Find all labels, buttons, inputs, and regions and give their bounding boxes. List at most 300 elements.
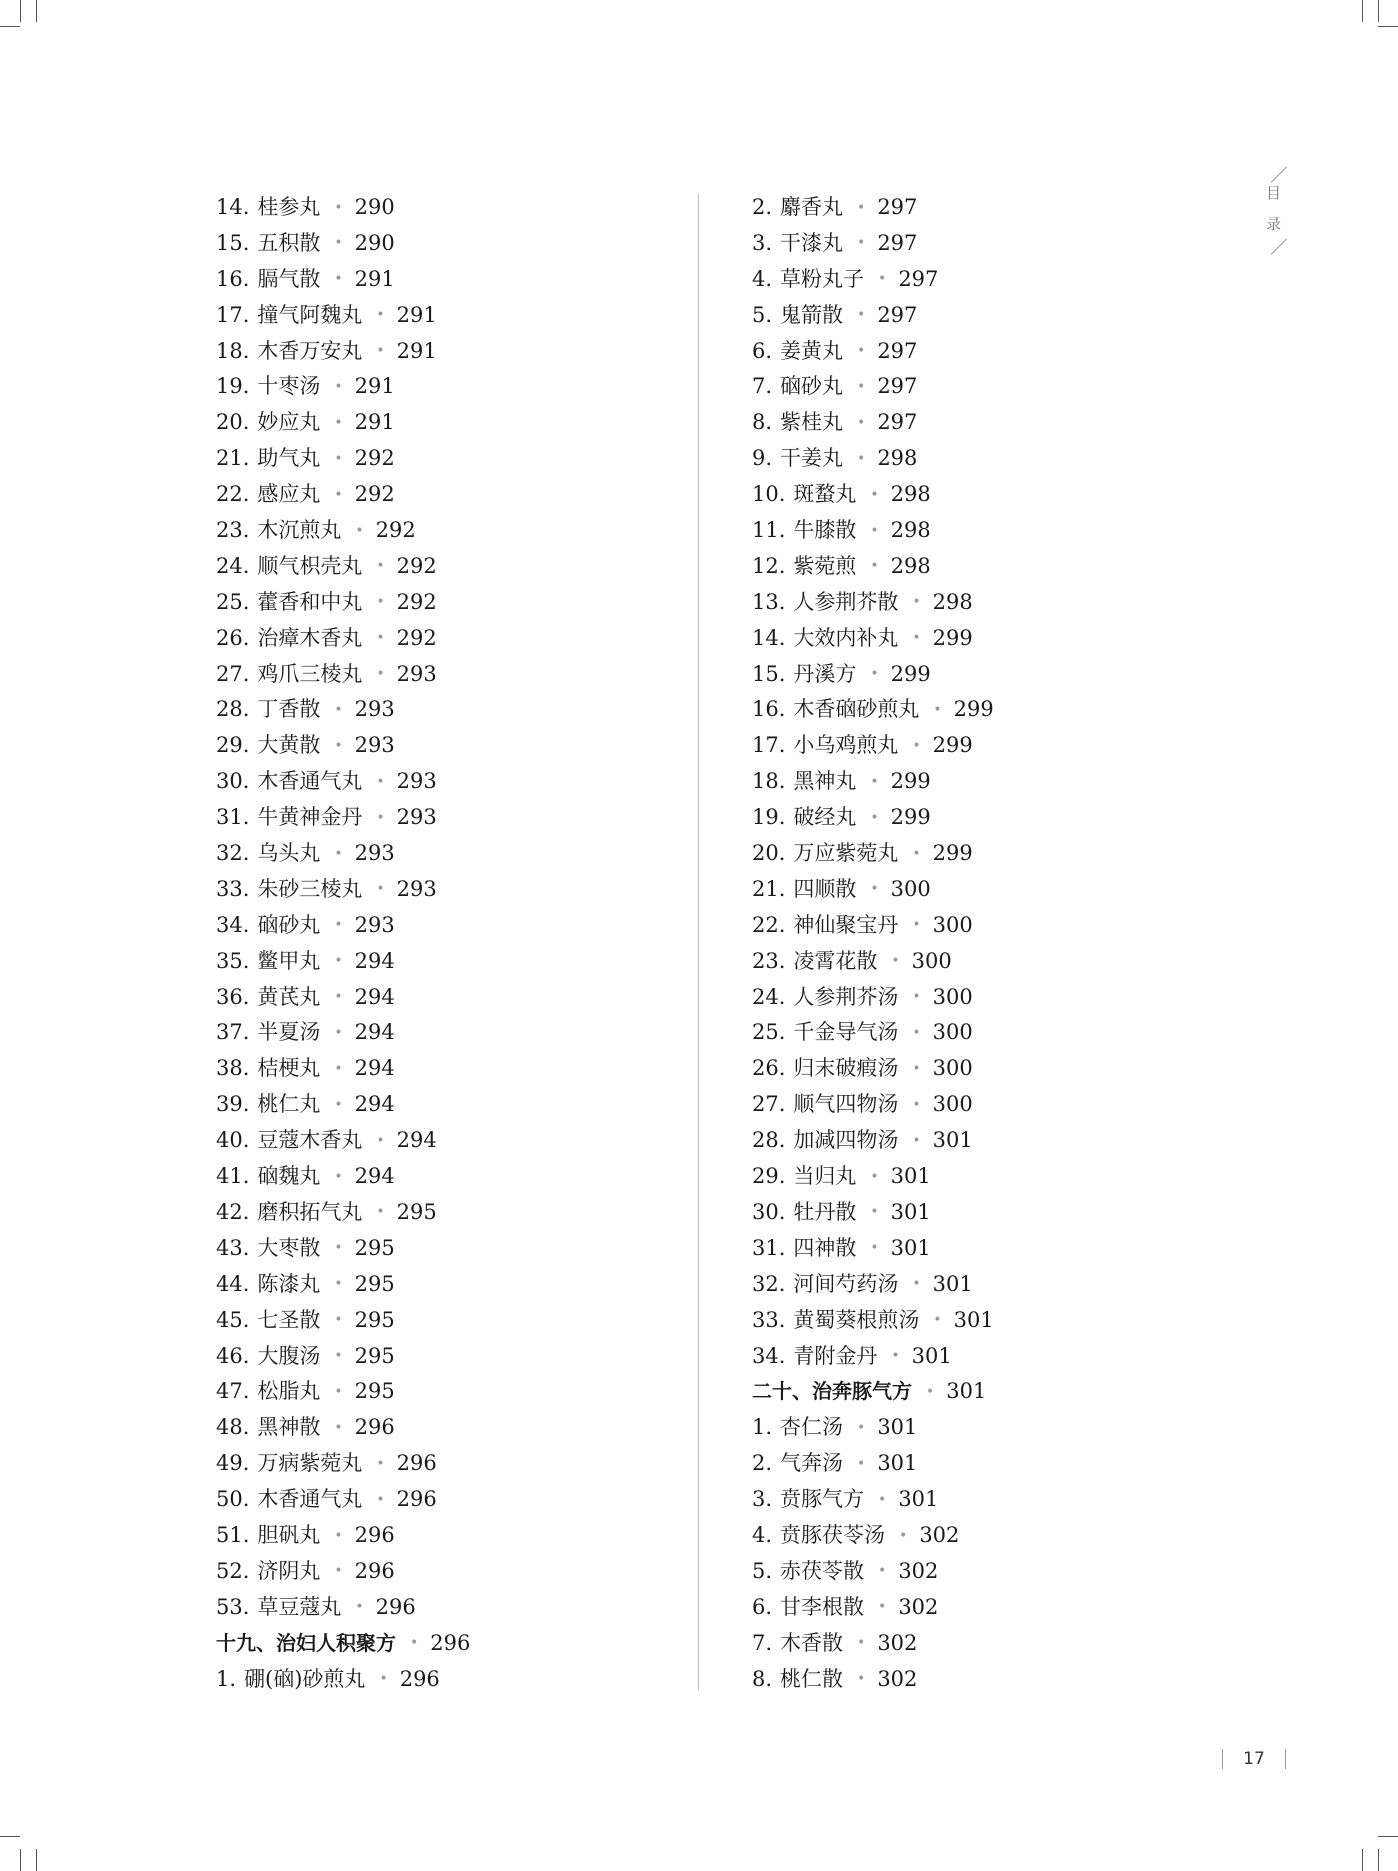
toc-right-column: [752, 190, 994, 1697]
leader-dot: •: [912, 594, 921, 611]
entry-title: 大黄散: [257, 733, 321, 758]
entry-title: 妙应丸: [257, 410, 321, 435]
entry-title: 草豆蔻丸: [257, 1594, 342, 1619]
entry-page-number: 301: [932, 1271, 973, 1296]
crop-mark: [1378, 1836, 1398, 1837]
entry-page-number: 302: [877, 1630, 918, 1655]
leader-dot: •: [857, 1455, 866, 1472]
entry-title: 干姜丸: [780, 446, 844, 471]
toc-entry[interactable]: [216, 190, 470, 226]
entry-title: 万病紫菀丸: [257, 1451, 363, 1476]
entry-page-number: 293: [396, 876, 437, 901]
leader-dot: •: [334, 1527, 343, 1544]
toc-entry[interactable]: [752, 477, 994, 513]
leader-dot: •: [870, 486, 879, 503]
toc-entry[interactable]: [752, 190, 994, 226]
toc-entry[interactable]: [216, 1123, 470, 1159]
entry-page-number: 294: [354, 1056, 395, 1081]
entry-title: 干漆丸: [780, 230, 844, 255]
entry-number: 34.: [752, 1343, 786, 1368]
leader-dot: •: [334, 737, 343, 754]
entry-title: 丹溪方: [793, 661, 857, 686]
leader-dot: •: [334, 845, 343, 862]
toc-entry[interactable]: [752, 513, 994, 549]
toc-entry[interactable]: [216, 692, 470, 728]
leader-dot: •: [870, 558, 879, 575]
toc-entry[interactable]: [752, 1123, 994, 1159]
toc-entry[interactable]: [752, 980, 994, 1016]
toc-entry[interactable]: [216, 944, 470, 980]
entry-number: 15.: [216, 230, 250, 255]
entry-page-number: 293: [396, 805, 437, 830]
leader-dot: •: [926, 1383, 935, 1400]
leader-dot: •: [376, 666, 385, 683]
toc-entry[interactable]: [216, 1662, 470, 1698]
leader-dot: •: [878, 1491, 887, 1508]
leader-dot: •: [376, 343, 385, 360]
toc-entry[interactable]: [752, 1590, 994, 1626]
entry-number: 25.: [216, 589, 250, 614]
leader-dot: •: [410, 1635, 419, 1652]
entry-title: 半夏汤: [257, 1020, 321, 1045]
toc-entry[interactable]: [752, 836, 994, 872]
entry-page-number: 292: [354, 482, 395, 507]
entry-title: 藿香和中丸: [257, 589, 363, 614]
toc-entry[interactable]: [752, 1626, 994, 1662]
crop-mark: [36, 0, 37, 22]
entry-number: 21.: [752, 876, 786, 901]
toc-entry[interactable]: [216, 1339, 470, 1375]
leader-dot: •: [870, 666, 879, 683]
toc-entry[interactable]: [752, 1339, 994, 1375]
entry-number: 29.: [216, 733, 250, 758]
entry-page-number: 300: [932, 1020, 973, 1045]
leader-dot: •: [334, 1383, 343, 1400]
toc-entry[interactable]: [216, 477, 470, 513]
entry-page-number: 295: [354, 1235, 395, 1260]
entry-page-number: 300: [911, 948, 952, 973]
entry-title: 千金导气汤: [793, 1020, 899, 1045]
leader-dot: •: [912, 1276, 921, 1293]
toc-entry[interactable]: [216, 1590, 470, 1626]
entry-title: 木香万安丸: [257, 338, 363, 363]
toc-entry[interactable]: [752, 1159, 994, 1195]
toc-entry[interactable]: [216, 334, 470, 370]
entry-page-number: 299: [932, 625, 973, 650]
entry-title: 膈气散: [257, 266, 321, 291]
entry-title: 河间芍药汤: [793, 1271, 899, 1296]
entry-title: 丁香散: [257, 697, 321, 722]
leader-dot: •: [912, 1060, 921, 1077]
leader-dot: •: [334, 953, 343, 970]
toc-entry[interactable]: [216, 980, 470, 1016]
entry-page-number: 297: [877, 374, 918, 399]
entry-page-number: 292: [354, 446, 395, 471]
entry-page-number: 299: [890, 661, 931, 686]
toc-entry[interactable]: [216, 1374, 470, 1410]
entry-number: 16.: [216, 266, 250, 291]
entry-page-number: 296: [375, 1594, 416, 1619]
entry-title: 贲豚茯苓汤: [780, 1522, 886, 1547]
toc-entry[interactable]: [752, 441, 994, 477]
entry-page-number: 296: [396, 1451, 437, 1476]
entry-title: 木香散: [780, 1630, 844, 1655]
entry-page-number: 297: [877, 410, 918, 435]
entry-title: 感应丸: [257, 482, 321, 507]
tab-char-2: 录: [1266, 215, 1282, 233]
tab-slash: [1271, 166, 1287, 182]
entry-page-number: 296: [396, 1487, 437, 1512]
entry-title: 十枣汤: [257, 374, 321, 399]
toc-entry[interactable]: [752, 262, 994, 298]
entry-title: 贲豚气方: [780, 1487, 865, 1512]
toc-entry[interactable]: [216, 1518, 470, 1554]
toc-entry[interactable]: [216, 1410, 470, 1446]
entry-title: 万应紫菀丸: [793, 841, 899, 866]
toc-entry[interactable]: [216, 1267, 470, 1303]
toc-entry[interactable]: [216, 1482, 470, 1518]
entry-number: 36.: [216, 984, 250, 1009]
leader-dot: •: [857, 1671, 866, 1688]
entry-number: 25.: [752, 1020, 786, 1045]
leader-dot: •: [870, 809, 879, 826]
section-title: 十九、治妇人积聚方: [216, 1630, 396, 1655]
entry-number: 7.: [752, 374, 773, 399]
toc-entry[interactable]: [216, 1554, 470, 1590]
toc-entry[interactable]: [216, 1051, 470, 1087]
leader-dot: •: [334, 1025, 343, 1042]
entry-number: 48.: [216, 1415, 250, 1440]
toc-entry[interactable]: [216, 800, 470, 836]
entry-page-number: 301: [877, 1415, 918, 1440]
entry-page-number: 296: [354, 1558, 395, 1583]
entry-number: 28.: [216, 697, 250, 722]
entry-number: 31.: [216, 805, 250, 830]
toc-entry[interactable]: [752, 1518, 994, 1554]
leader-dot: •: [912, 989, 921, 1006]
leader-dot: •: [912, 1132, 921, 1149]
toc-entry[interactable]: [216, 441, 470, 477]
leader-dot: •: [857, 307, 866, 324]
entry-title: 赤茯苓散: [780, 1558, 865, 1583]
entry-number: 24.: [752, 984, 786, 1009]
toc-entry[interactable]: [752, 944, 994, 980]
entry-number: 12.: [752, 553, 786, 578]
toc-entry[interactable]: [752, 657, 994, 693]
entry-number: 2.: [752, 1451, 773, 1476]
leader-dot: •: [912, 845, 921, 862]
entry-number: 28.: [752, 1128, 786, 1153]
toc-entry[interactable]: [216, 872, 470, 908]
entry-page-number: 292: [396, 589, 437, 614]
leader-dot: •: [355, 522, 364, 539]
leader-dot: •: [878, 1599, 887, 1616]
entry-title: 四神散: [793, 1235, 857, 1260]
entry-title: 气奔汤: [780, 1451, 844, 1476]
toc-entry[interactable]: [216, 908, 470, 944]
crop-mark: [0, 1836, 20, 1837]
toc-entry[interactable]: [752, 1087, 994, 1123]
entry-title: 磨积拓气丸: [257, 1199, 363, 1224]
entry-number: 5.: [752, 1558, 773, 1583]
entry-number: 34.: [216, 912, 250, 937]
toc-entry[interactable]: [752, 728, 994, 764]
entry-title: 归末破瘕汤: [793, 1056, 899, 1081]
entry-title: 加减四物汤: [793, 1128, 899, 1153]
leader-dot: •: [857, 343, 866, 360]
crop-mark: [20, 1849, 21, 1871]
leader-dot: •: [376, 307, 385, 324]
entry-number: 26.: [216, 625, 250, 650]
entry-title: 治瘴木香丸: [257, 625, 363, 650]
entry-page-number: 294: [354, 1020, 395, 1045]
leader-dot: •: [334, 702, 343, 719]
leader-dot: •: [334, 379, 343, 395]
entry-title: 撞气阿魏丸: [257, 302, 363, 327]
leader-dot: •: [334, 199, 343, 216]
entry-title: 人参荆芥汤: [793, 984, 899, 1009]
entry-page-number: 290: [354, 230, 395, 255]
entry-number: 33.: [216, 876, 250, 901]
toc-entry[interactable]: [216, 369, 470, 405]
entry-title: 顺气枳壳丸: [257, 553, 363, 578]
toc-entry[interactable]: [216, 262, 470, 298]
entry-number: 49.: [216, 1451, 250, 1476]
toc-entry[interactable]: [216, 1159, 470, 1195]
leader-dot: •: [857, 450, 866, 467]
toc-entry[interactable]: [752, 800, 994, 836]
entry-number: 22.: [752, 912, 786, 937]
toc-entry[interactable]: [216, 657, 470, 693]
leader-dot: •: [334, 486, 343, 503]
column-divider: [698, 194, 699, 1690]
entry-number: 6.: [752, 338, 773, 363]
entry-title: 桔梗丸: [257, 1056, 321, 1081]
toc-entry[interactable]: [752, 405, 994, 441]
entry-page-number: 293: [354, 841, 395, 866]
toc-entry[interactable]: [752, 1303, 994, 1339]
toc-entry[interactable]: [752, 226, 994, 262]
toc-entry[interactable]: [752, 1410, 994, 1446]
entry-number: 47.: [216, 1379, 250, 1404]
entry-number: 14.: [752, 625, 786, 650]
toc-entry[interactable]: [216, 1303, 470, 1339]
leader-dot: •: [870, 1168, 879, 1185]
toc-entry[interactable]: [752, 764, 994, 800]
leader-dot: •: [857, 1419, 866, 1436]
toc-entry[interactable]: [752, 1482, 994, 1518]
toc-section-heading[interactable]: [752, 1374, 994, 1410]
toc-entry[interactable]: [216, 585, 470, 621]
entry-number: 20.: [216, 410, 250, 435]
toc-entry[interactable]: [216, 728, 470, 764]
entry-title: 桃仁丸: [257, 1092, 321, 1117]
entry-page-number: 301: [932, 1128, 973, 1153]
leader-dot: •: [334, 1312, 343, 1329]
entry-page-number: 298: [890, 553, 931, 578]
toc-entry[interactable]: [216, 226, 470, 262]
leader-dot: •: [912, 917, 921, 934]
entry-number: 8.: [752, 410, 773, 435]
entry-number: 41.: [216, 1164, 250, 1189]
toc-entry[interactable]: [752, 1015, 994, 1051]
toc-entry[interactable]: [216, 1015, 470, 1051]
toc-entry[interactable]: [216, 621, 470, 657]
crop-mark: [0, 26, 20, 27]
entry-page-number: 292: [375, 518, 416, 543]
entry-page-number: 294: [396, 1128, 437, 1153]
entry-title: 破经丸: [793, 805, 857, 830]
entry-page-number: 301: [890, 1164, 931, 1189]
toc-entry[interactable]: [752, 1554, 994, 1590]
entry-number: 17.: [216, 302, 250, 327]
leader-dot: •: [878, 1563, 887, 1580]
entry-number: 42.: [216, 1199, 250, 1224]
entry-page-number: 294: [354, 948, 395, 973]
entry-number: 15.: [752, 661, 786, 686]
toc-entry[interactable]: [752, 908, 994, 944]
entry-page-number: 300: [932, 1092, 973, 1117]
toc-entry[interactable]: [752, 298, 994, 334]
entry-number: 4.: [752, 1522, 773, 1547]
leader-dot: •: [870, 773, 879, 790]
toc-entry[interactable]: [216, 1231, 470, 1267]
toc-entry[interactable]: [752, 549, 994, 585]
entry-title: 牡丹散: [793, 1199, 857, 1224]
toc-entry[interactable]: [752, 585, 994, 621]
entry-title: 五积散: [257, 230, 321, 255]
entry-number: 43.: [216, 1235, 250, 1260]
entry-title: 牛膝散: [793, 518, 857, 543]
crop-mark: [1362, 0, 1363, 22]
crop-mark: [36, 1849, 37, 1871]
entry-number: 40.: [216, 1128, 250, 1153]
entry-title: 麝香丸: [780, 195, 844, 219]
entry-page-number: 302: [898, 1594, 939, 1619]
toc-entry[interactable]: [752, 1195, 994, 1231]
leader-dot: •: [334, 1240, 343, 1257]
leader-dot: •: [857, 414, 866, 431]
entry-page-number: 298: [932, 589, 973, 614]
entry-number: 27.: [752, 1092, 786, 1117]
entry-page-number: 291: [354, 374, 395, 399]
entry-title: 神仙聚宝丹: [793, 912, 899, 937]
entry-page-number: 291: [396, 338, 437, 363]
entry-number: 52.: [216, 1558, 250, 1583]
leader-dot: •: [912, 1096, 921, 1113]
toc-entry[interactable]: [216, 1195, 470, 1231]
leader-dot: •: [334, 989, 343, 1006]
entry-title: 人参荆芥散: [793, 589, 899, 614]
leader-dot: •: [376, 594, 385, 611]
entry-title: 小乌鸡煎丸: [793, 733, 899, 758]
entry-title: 牛黄神金丹: [257, 805, 363, 830]
toc-entry[interactable]: [752, 692, 994, 728]
entry-page-number: 295: [354, 1379, 395, 1404]
entry-page-number: 297: [877, 338, 918, 363]
toc-entry[interactable]: [752, 1231, 994, 1267]
toc-entry[interactable]: [216, 549, 470, 585]
leader-dot: •: [334, 271, 343, 288]
entry-number: 18.: [752, 769, 786, 794]
entry-page-number: 295: [354, 1307, 395, 1332]
toc-entry[interactable]: [216, 1446, 470, 1482]
toc-entry[interactable]: [216, 513, 470, 549]
entry-number: 31.: [752, 1235, 786, 1260]
entry-page-number: 300: [932, 984, 973, 1009]
entry-page-number: 291: [396, 302, 437, 327]
entry-number: 23.: [216, 518, 250, 543]
entry-number: 10.: [752, 482, 786, 507]
entry-title: 木香通气丸: [257, 769, 363, 794]
entry-page-number: 292: [396, 553, 437, 578]
entry-number: 35.: [216, 948, 250, 973]
entry-number: 4.: [752, 266, 773, 291]
entry-title: 顺气四物汤: [793, 1092, 899, 1117]
toc-entry[interactable]: [752, 1051, 994, 1087]
entry-number: 19.: [752, 805, 786, 830]
entry-page-number: 302: [877, 1666, 918, 1691]
toc-entry[interactable]: [752, 369, 994, 405]
toc-entry[interactable]: [216, 405, 470, 441]
toc-entry[interactable]: [752, 1446, 994, 1482]
toc-entry[interactable]: [216, 298, 470, 334]
entry-title: 当归丸: [793, 1164, 857, 1189]
entry-number: 50.: [216, 1487, 250, 1512]
toc-entry[interactable]: [216, 764, 470, 800]
leader-dot: •: [376, 773, 385, 790]
entry-title: 松脂丸: [257, 1379, 321, 1404]
leader-dot: •: [376, 1455, 385, 1472]
entry-page-number: 298: [890, 518, 931, 543]
entry-number: 18.: [216, 338, 250, 363]
leader-dot: •: [334, 917, 343, 934]
entry-number: 51.: [216, 1522, 250, 1547]
leader-dot: •: [870, 881, 879, 898]
entry-number: 32.: [752, 1271, 786, 1296]
entry-title: 黄芪丸: [257, 984, 321, 1009]
entry-number: 26.: [752, 1056, 786, 1081]
toc-entry[interactable]: [216, 836, 470, 872]
entry-number: 16.: [752, 697, 786, 722]
entry-page-number: 299: [953, 697, 994, 722]
toc-entry[interactable]: [752, 1662, 994, 1698]
toc-entry[interactable]: [752, 621, 994, 657]
leader-dot: •: [870, 1204, 879, 1221]
entry-title: 木沉煎丸: [257, 518, 342, 543]
toc-entry[interactable]: [752, 872, 994, 908]
entry-page-number: 293: [354, 733, 395, 758]
entry-title: 朱砂三棱丸: [257, 876, 363, 901]
toc-entry[interactable]: [216, 1087, 470, 1123]
entry-page-number: 297: [898, 266, 939, 291]
entry-number: 7.: [752, 1630, 773, 1655]
entry-number: 32.: [216, 841, 250, 866]
entry-number: 2.: [752, 195, 773, 219]
toc-section-heading[interactable]: [216, 1626, 470, 1662]
toc-entry[interactable]: [752, 1267, 994, 1303]
crop-mark: [20, 0, 21, 22]
entry-number: 14.: [216, 195, 250, 219]
entry-page-number: 302: [898, 1558, 939, 1583]
entry-page-number: 297: [877, 230, 918, 255]
entry-number: 30.: [216, 769, 250, 794]
leader-dot: •: [899, 1527, 908, 1544]
entry-title: 大腹汤: [257, 1343, 321, 1368]
toc-entry[interactable]: [752, 334, 994, 370]
entry-title: 黑神散: [257, 1415, 321, 1440]
entry-page-number: 293: [396, 661, 437, 686]
